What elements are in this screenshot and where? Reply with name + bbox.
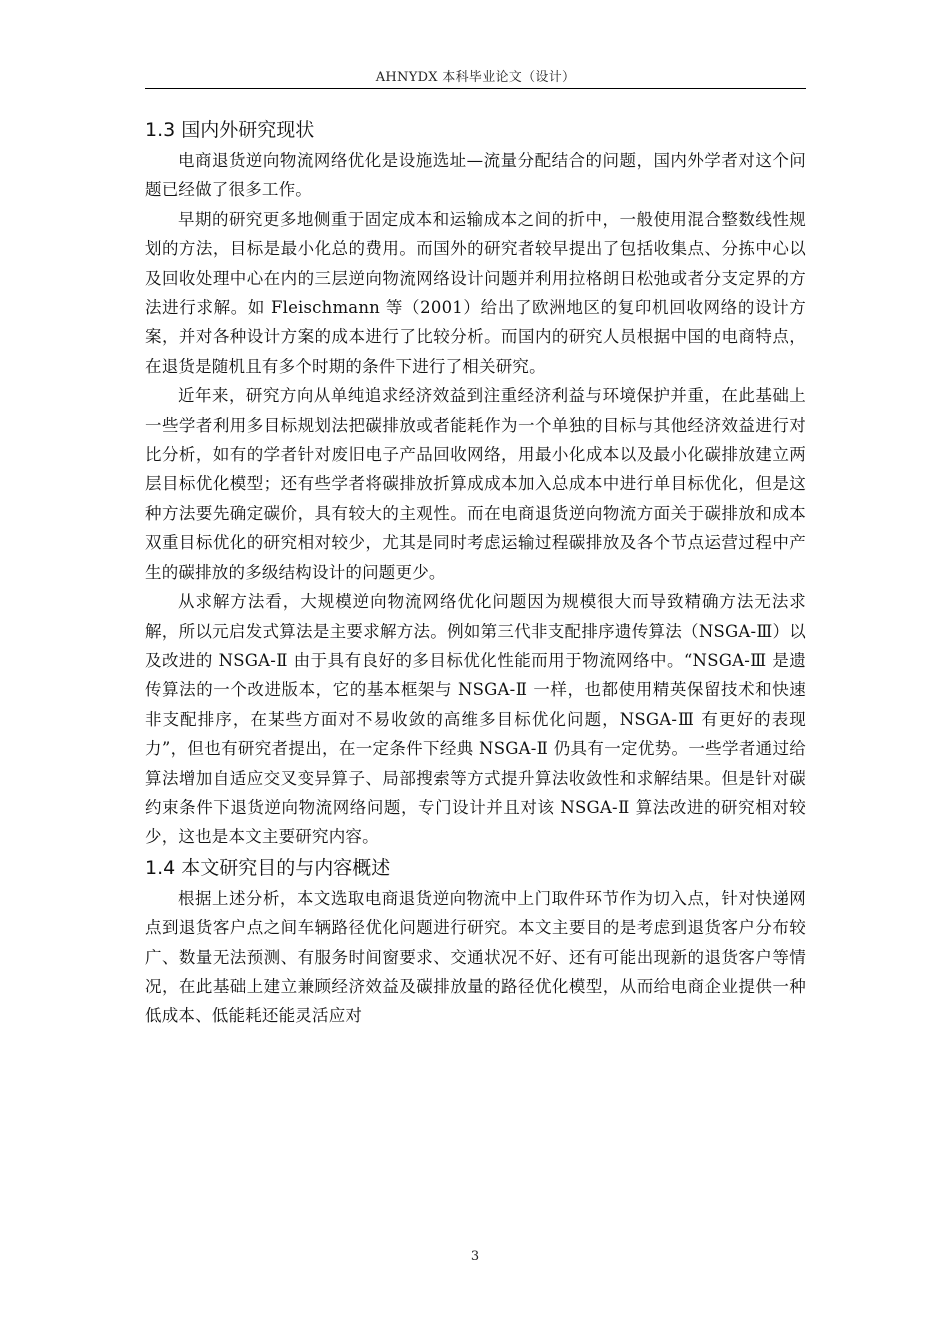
section-heading-1-3: 1.3 国内外研究现状 (145, 119, 315, 141)
section-heading-1-4: 1.4 本文研究目的与内容概述 (145, 856, 391, 879)
paragraph: 根据上述分析，本文选取电商退货逆向物流中上门取件环节作为切入点，针对快递网点到退货客户点之间车辆路径优化问题进行研究。本文主要目的是考虑到退货客户分布较广、数量无法预测、有服务时间窗要求、交通状况不好、还有可能出现新的退货客户等情况，在此基础上建立兼顾经济效益及碳排放量的路径优化模型，从而给电商企业提供一种低成本、低能耗还能灵活应对 (145, 888, 806, 1026)
header-rule (145, 88, 806, 89)
page-number: 3 (470, 1249, 480, 1264)
paragraph: 从求解方法看，大规模逆向物流网络优化问题因为规模很大而导致精确方法无法求解，所以元启发式算法是主要求解方法。例如第三代非支配排序遗传算法（NSGA-Ⅲ）以及改进的 NSGA-Ⅱ 由于具有良好的多目标优化性能而用于物流网络中。“NSGA-Ⅲ 是遗传算法的一个改进版本，它的基本框架与 NSGA-Ⅱ 一样，也都使用精英保留技术和快速非支配排序，在某些方面对不易收敛的高维多目标优化问题，NSGA-Ⅲ 有更好的表现力”，但也有研究者提出，在一定条件下经典 NSGA-Ⅱ 仍具有一定优势。一些学者通过给算法增加自适应交叉变异算子、局部搜索等方式提升算法收敛性和求解结果。但是针对碳约束条件下退货逆向物流网络问题，专门设计并且对该 NSGA-Ⅱ 算法改进的研究相对较少，这也是本文主要研究内容。 (145, 592, 806, 847)
page-header-title: AHNYDX 本科毕业论文（设计） (375, 70, 576, 85)
paragraph: 近年来，研究方向从单纯追求经济效益到注重经济利益与环境保护并重，在此基础上一些学者利用多目标规划法把碳排放或者能耗作为一个单独的目标与其他经济效益进行对比分析，如有的学者针对废旧电子产品回收网络，用最小化成本以及最小化碳排放建立两层目标优化模型；还有些学者将碳排放折算成成本加入总成本中进行单目标优化，但是这种方法要先确定碳价，具有较大的主观性。而在电商退货逆向物流方面关于碳排放和成本双重目标优化的研究相对较少，尤其是同时考虑运输过程碳排放及各个节点运营过程中产生的碳排放的多级结构设计的问题更少。 (145, 386, 806, 582)
paragraph: 电商退货逆向物流网络优化是设施选址—流量分配结合的问题，国内外学者对这个问题已经做了很多工作。 (145, 151, 806, 200)
paragraph: 早期的研究更多地侧重于固定成本和运输成本之间的折中，一般使用混合整数线性规划的方法，目标是最小化总的费用。而国外的研究者较早提出了包括收集点、分拣中心以及回收处理中心在内的三层逆向物流网络设计问题并利用拉格朗日松弛或者分支定界的方法进行求解。如 Fleischmann 等（2001）给出了欧洲地区的复印机回收网络的设计方案，并对各种设计方案的成本进行了比较分析。而国内的研究人员根据中国的电商特点，在退货是随机且有多个时期的条件下进行了相关研究。 (145, 209, 806, 376)
page-body (145, 114, 806, 1031)
